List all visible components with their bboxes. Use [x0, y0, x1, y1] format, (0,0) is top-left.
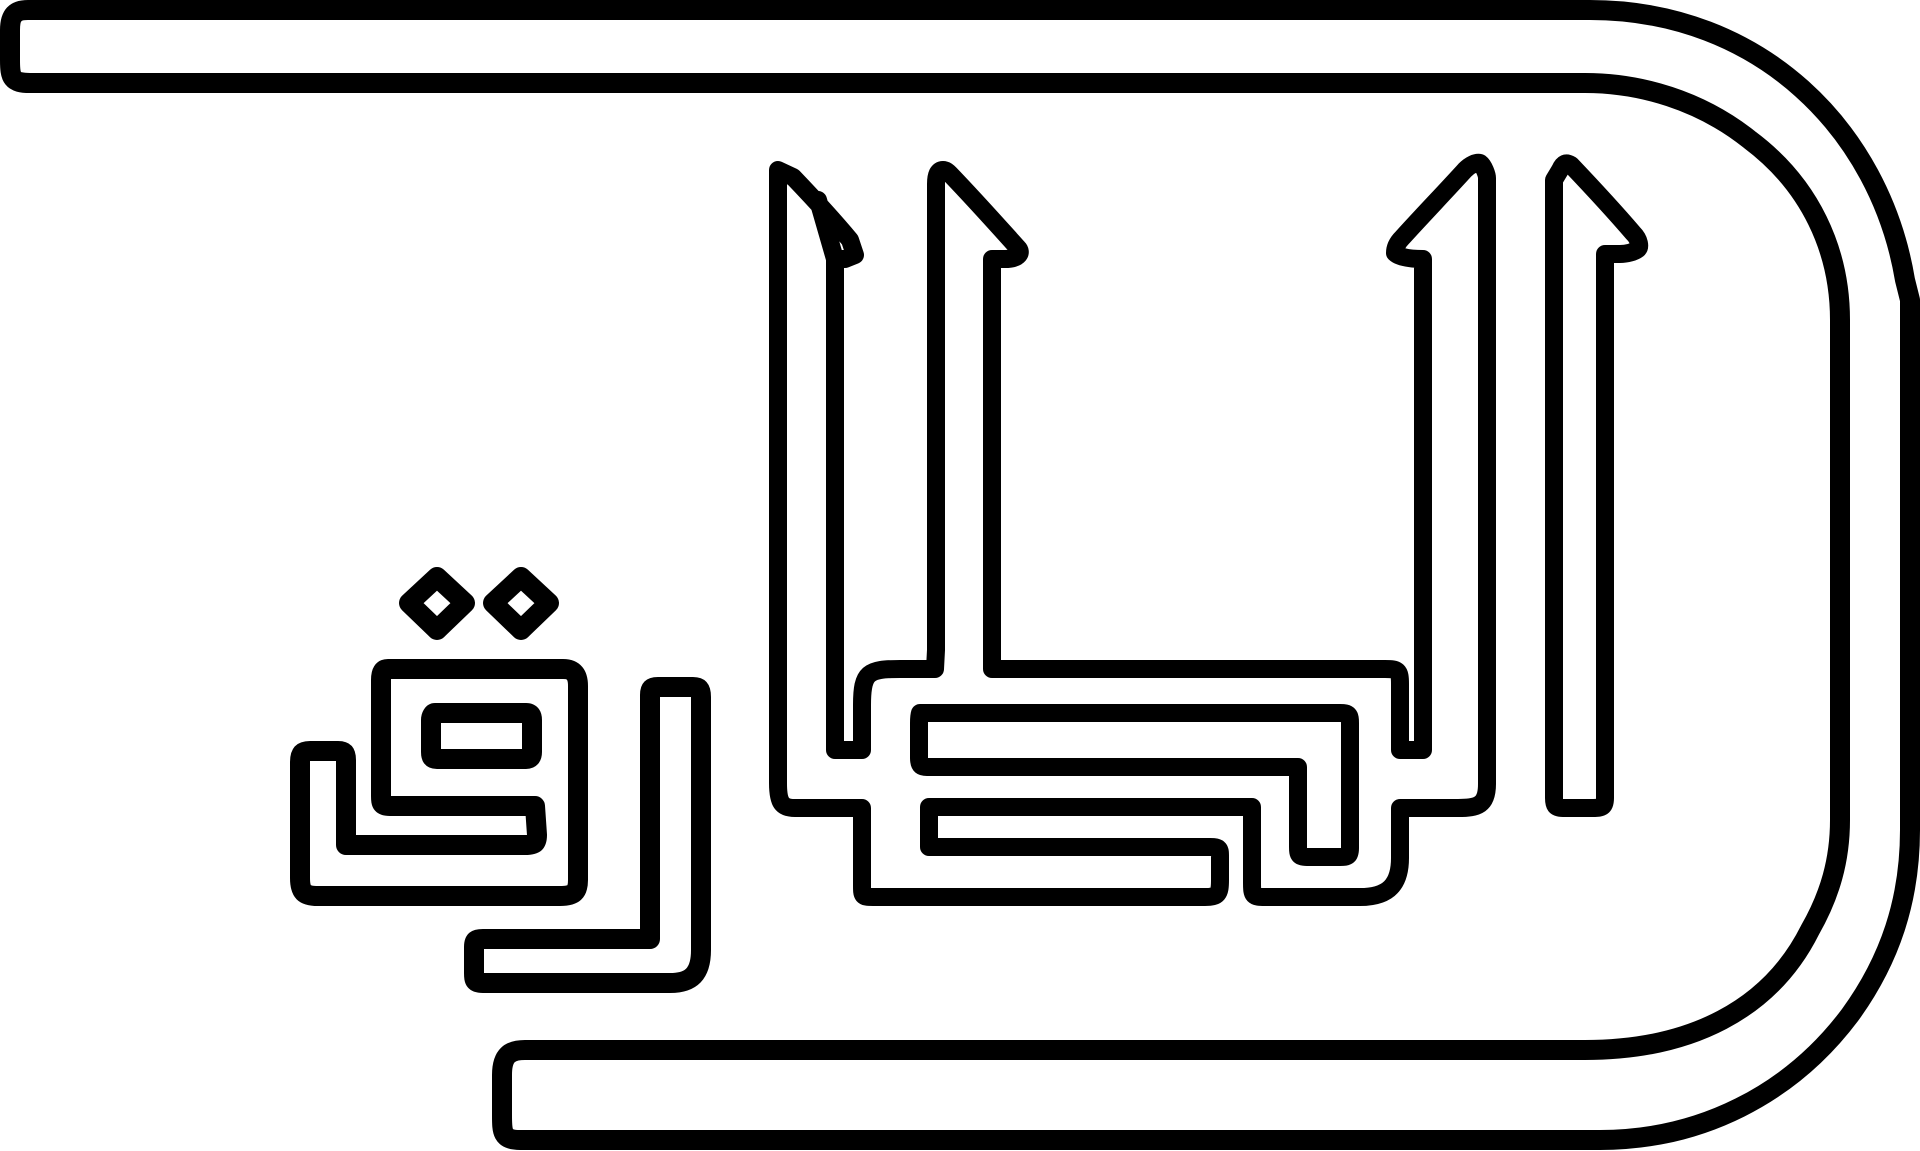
left-spiral-glyph	[300, 669, 578, 896]
diamond-dot-right	[493, 577, 549, 630]
right-vertical-stroke	[1554, 163, 1639, 808]
diamond-dot-left	[409, 577, 465, 630]
central-maze-glyph	[778, 163, 1487, 897]
